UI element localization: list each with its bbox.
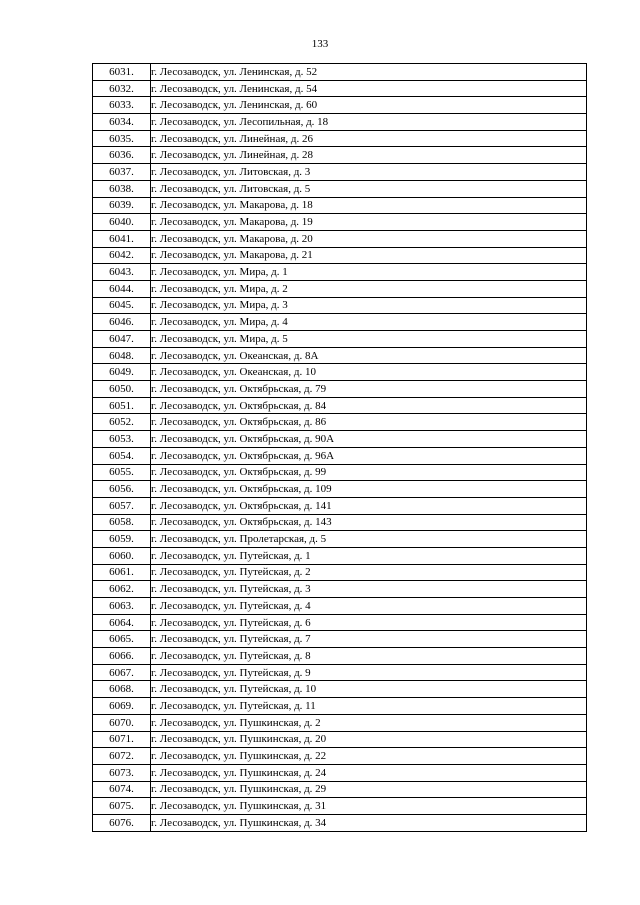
table-row [93, 397, 587, 414]
address-cell: г. Лесозаводск, ул. Путейская, д. 6 [151, 614, 587, 631]
row-number-cell: 6061. [93, 564, 151, 581]
table-row [93, 748, 587, 765]
table-row [93, 497, 587, 514]
table-row [93, 631, 587, 648]
row-number-cell: 6060. [93, 547, 151, 564]
row-number-cell: 6046. [93, 314, 151, 331]
table-row [93, 698, 587, 715]
row-number-cell: 6047. [93, 331, 151, 348]
row-number-cell: 6034. [93, 114, 151, 131]
table-row [93, 114, 587, 131]
row-number-cell: 6040. [93, 214, 151, 231]
row-number-cell: 6052. [93, 414, 151, 431]
address-table-body [93, 64, 587, 832]
address-cell: г. Лесозаводск, ул. Пушкинская, д. 29 [151, 781, 587, 798]
table-row [93, 264, 587, 281]
address-cell: г. Лесозаводск, ул. Октябрьская, д. 84 [151, 397, 587, 414]
row-number-cell: 6054. [93, 447, 151, 464]
row-number-cell: 6043. [93, 264, 151, 281]
address-cell: г. Лесозаводск, ул. Мира, д. 5 [151, 331, 587, 348]
address-cell: г. Лесозаводск, ул. Пушкинская, д. 20 [151, 731, 587, 748]
address-cell: г. Лесозаводск, ул. Макарова, д. 21 [151, 247, 587, 264]
address-cell: г. Лесозаводск, ул. Пролетарская, д. 5 [151, 531, 587, 548]
row-number-cell: 6053. [93, 431, 151, 448]
row-number-cell: 6036. [93, 147, 151, 164]
row-number-cell: 6035. [93, 130, 151, 147]
table-row [93, 130, 587, 147]
address-cell: г. Лесозаводск, ул. Пушкинская, д. 24 [151, 764, 587, 781]
address-cell: г. Лесозаводск, ул. Ленинская, д. 60 [151, 97, 587, 114]
row-number-cell: 6064. [93, 614, 151, 631]
table-row [93, 614, 587, 631]
table-row [93, 481, 587, 498]
row-number-cell: 6057. [93, 497, 151, 514]
address-cell: г. Лесозаводск, ул. Октябрьская, д. 109 [151, 481, 587, 498]
row-number-cell: 6062. [93, 581, 151, 598]
row-number-cell: 6037. [93, 164, 151, 181]
row-number-cell: 6063. [93, 598, 151, 615]
address-cell: г. Лесозаводск, ул. Октябрьская, д. 90А [151, 431, 587, 448]
table-row [93, 297, 587, 314]
table-row [93, 547, 587, 564]
row-number-cell: 6039. [93, 197, 151, 214]
table-row [93, 764, 587, 781]
row-number-cell: 6055. [93, 464, 151, 481]
table-row [93, 381, 587, 398]
address-cell: г. Лесозаводск, ул. Путейская, д. 4 [151, 598, 587, 615]
row-number-cell: 6042. [93, 247, 151, 264]
address-cell: г. Лесозаводск, ул. Океанская, д. 8А [151, 347, 587, 364]
row-number-cell: 6069. [93, 698, 151, 715]
address-cell: г. Лесозаводск, ул. Путейская, д. 8 [151, 648, 587, 665]
table-row [93, 814, 587, 831]
row-number-cell: 6051. [93, 397, 151, 414]
address-cell: г. Лесозаводск, ул. Пушкинская, д. 22 [151, 748, 587, 765]
table-row [93, 230, 587, 247]
address-cell: г. Лесозаводск, ул. Макарова, д. 20 [151, 230, 587, 247]
address-cell: г. Лесозаводск, ул. Океанская, д. 10 [151, 364, 587, 381]
address-cell: г. Лесозаводск, ул. Путейская, д. 10 [151, 681, 587, 698]
address-cell: г. Лесозаводск, ул. Путейская, д. 7 [151, 631, 587, 648]
table-row [93, 798, 587, 815]
row-number-cell: 6070. [93, 714, 151, 731]
table-row [93, 664, 587, 681]
address-cell: г. Лесозаводск, ул. Мира, д. 2 [151, 280, 587, 297]
table-row [93, 280, 587, 297]
address-cell: г. Лесозаводск, ул. Мира, д. 3 [151, 297, 587, 314]
table-row [93, 347, 587, 364]
table-row [93, 464, 587, 481]
table-row [93, 64, 587, 81]
table-row [93, 648, 587, 665]
table-row [93, 581, 587, 598]
address-cell: г. Лесозаводск, ул. Октябрьская, д. 143 [151, 514, 587, 531]
table-row [93, 164, 587, 181]
row-number-cell: 6074. [93, 781, 151, 798]
address-cell: г. Лесозаводск, ул. Октябрьская, д. 86 [151, 414, 587, 431]
table-row [93, 180, 587, 197]
row-number-cell: 6065. [93, 631, 151, 648]
table-row [93, 80, 587, 97]
row-number-cell: 6038. [93, 180, 151, 197]
address-cell: г. Лесозаводск, ул. Мира, д. 4 [151, 314, 587, 331]
table-row [93, 247, 587, 264]
row-number-cell: 6068. [93, 681, 151, 698]
address-cell: г. Лесозаводск, ул. Литовская, д. 5 [151, 180, 587, 197]
row-number-cell: 6033. [93, 97, 151, 114]
row-number-cell: 6048. [93, 347, 151, 364]
address-cell: г. Лесозаводск, ул. Путейская, д. 1 [151, 547, 587, 564]
address-cell: г. Лесозаводск, ул. Лесопильная, д. 18 [151, 114, 587, 131]
row-number-cell: 6049. [93, 364, 151, 381]
address-cell: г. Лесозаводск, ул. Линейная, д. 26 [151, 130, 587, 147]
address-cell: г. Лесозаводск, ул. Ленинская, д. 52 [151, 64, 587, 81]
address-cell: г. Лесозаводск, ул. Ленинская, д. 54 [151, 80, 587, 97]
row-number-cell: 6073. [93, 764, 151, 781]
address-cell: г. Лесозаводск, ул. Октябрьская, д. 79 [151, 381, 587, 398]
address-table [92, 63, 587, 832]
table-row [93, 564, 587, 581]
address-cell: г. Лесозаводск, ул. Макарова, д. 19 [151, 214, 587, 231]
table-row [93, 331, 587, 348]
address-cell: г. Лесозаводск, ул. Октябрьская, д. 141 [151, 497, 587, 514]
row-number-cell: 6044. [93, 280, 151, 297]
row-number-cell: 6071. [93, 731, 151, 748]
address-cell: г. Лесозаводск, ул. Пушкинская, д. 2 [151, 714, 587, 731]
address-cell: г. Лесозаводск, ул. Октябрьская, д. 99 [151, 464, 587, 481]
table-row [93, 598, 587, 615]
address-cell: г. Лесозаводск, ул. Путейская, д. 9 [151, 664, 587, 681]
table-row [93, 314, 587, 331]
row-number-cell: 6050. [93, 381, 151, 398]
table-row [93, 714, 587, 731]
row-number-cell: 6059. [93, 531, 151, 548]
table-row [93, 681, 587, 698]
table-row [93, 97, 587, 114]
address-cell: г. Лесозаводск, ул. Литовская, д. 3 [151, 164, 587, 181]
row-number-cell: 6076. [93, 814, 151, 831]
row-number-cell: 6075. [93, 798, 151, 815]
address-cell: г. Лесозаводск, ул. Линейная, д. 28 [151, 147, 587, 164]
table-row [93, 214, 587, 231]
row-number-cell: 6045. [93, 297, 151, 314]
address-cell: г. Лесозаводск, ул. Пушкинская, д. 34 [151, 814, 587, 831]
table-row [93, 514, 587, 531]
row-number-cell: 6031. [93, 64, 151, 81]
table-row [93, 781, 587, 798]
row-number-cell: 6072. [93, 748, 151, 765]
table-row [93, 147, 587, 164]
table-row [93, 197, 587, 214]
table-row [93, 731, 587, 748]
row-number-cell: 6041. [93, 230, 151, 247]
table-row [93, 414, 587, 431]
row-number-cell: 6032. [93, 80, 151, 97]
table-row [93, 531, 587, 548]
table-row [93, 447, 587, 464]
row-number-cell: 6067. [93, 664, 151, 681]
row-number-cell: 6058. [93, 514, 151, 531]
row-number-cell: 6056. [93, 481, 151, 498]
table-row [93, 364, 587, 381]
address-cell: г. Лесозаводск, ул. Макарова, д. 18 [151, 197, 587, 214]
address-cell: г. Лесозаводск, ул. Пушкинская, д. 31 [151, 798, 587, 815]
address-cell: г. Лесозаводск, ул. Путейская, д. 2 [151, 564, 587, 581]
address-cell: г. Лесозаводск, ул. Путейская, д. 11 [151, 698, 587, 715]
address-cell: г. Лесозаводск, ул. Октябрьская, д. 96А [151, 447, 587, 464]
table-row [93, 431, 587, 448]
address-cell: г. Лесозаводск, ул. Мира, д. 1 [151, 264, 587, 281]
row-number-cell: 6066. [93, 648, 151, 665]
page-number: 133 [311, 38, 329, 50]
address-cell: г. Лесозаводск, ул. Путейская, д. 3 [151, 581, 587, 598]
